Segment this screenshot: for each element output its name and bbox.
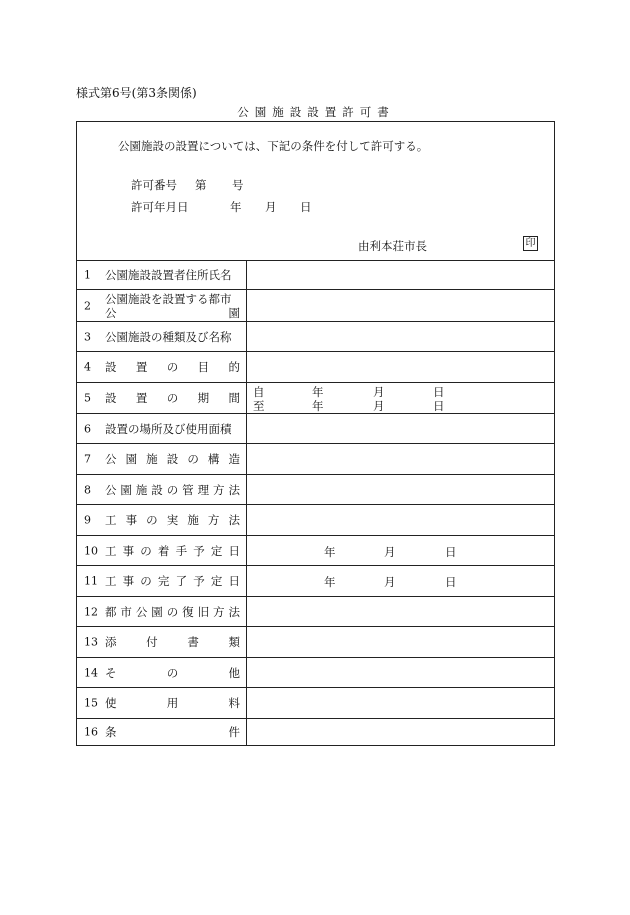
row-number: 3 <box>84 330 91 343</box>
row-number: 1 <box>84 268 91 281</box>
construction-method-field[interactable] <box>247 505 554 535</box>
table-row <box>77 719 554 745</box>
row-label-cell <box>77 597 247 626</box>
row-label: 条件 <box>105 725 240 739</box>
row-label-cell <box>77 566 247 596</box>
row-number: 11 <box>84 574 98 588</box>
table-row <box>77 322 554 352</box>
row-label-cell <box>77 260 247 289</box>
table-row <box>77 444 554 475</box>
row-number: 10 <box>84 544 98 557</box>
permit-statement: 公園施設の設置については、下記の条件を付して許可する。 <box>118 139 429 153</box>
row-label: 設置の場所及び使用面積 <box>105 421 232 436</box>
purpose-field[interactable] <box>247 352 554 382</box>
table-row <box>77 627 554 658</box>
row-label-line2: 公園 <box>105 305 240 320</box>
permit-number-label: 許可番号 <box>131 178 177 192</box>
period-from-month: 月 <box>373 385 385 399</box>
permit-form <box>76 121 555 746</box>
row-number: 15 <box>84 696 98 710</box>
park-name-field[interactable] <box>247 290 554 321</box>
permit-date-label: 許可年月日 <box>131 200 189 214</box>
conditions-field[interactable] <box>247 719 554 745</box>
completion-day: 日 <box>445 575 457 589</box>
row-number: 8 <box>84 483 91 496</box>
table-row <box>77 597 554 627</box>
row-label-cell <box>77 505 247 535</box>
row-label-cell <box>77 414 247 443</box>
row-label-cell <box>77 658 247 687</box>
period-from: 自 <box>253 385 265 399</box>
row-label-cell <box>77 627 247 657</box>
restoration-method-field[interactable] <box>247 597 554 626</box>
row-label: 都市公園の復旧方法 <box>105 604 240 619</box>
permit-date-day: 日 <box>300 200 312 214</box>
row-label-cell <box>77 322 247 351</box>
completion-date-field[interactable] <box>247 566 554 596</box>
row-label-cell <box>77 352 247 382</box>
row-label: 設置の目的 <box>105 360 240 374</box>
row-label: 公園施設設置者住所氏名 <box>105 267 232 282</box>
completion-month: 月 <box>384 575 396 589</box>
installation-period-field[interactable] <box>247 383 554 413</box>
other-field[interactable] <box>247 658 554 687</box>
row-number: 16 <box>84 725 98 739</box>
row-number: 5 <box>84 391 91 405</box>
period-to-year: 年 <box>312 399 324 413</box>
row-label: 工事の完了予定日 <box>105 574 240 588</box>
row-label: 設置の期間 <box>105 391 240 405</box>
period-from-year: 年 <box>312 385 324 399</box>
issuer-name: 由利本荘市長 <box>358 239 427 253</box>
row-label-cell <box>77 475 247 504</box>
table-row <box>77 536 554 566</box>
row-number: 2 <box>84 299 91 312</box>
completion-year: 年 <box>324 575 336 589</box>
permit-number-go: 号 <box>232 178 244 192</box>
row-label-cell <box>77 719 247 745</box>
period-to-month: 月 <box>373 399 385 413</box>
location-area-field[interactable] <box>247 414 554 443</box>
start-year: 年 <box>324 545 336 559</box>
period-to: 至 <box>253 399 265 413</box>
row-number: 14 <box>84 666 98 679</box>
row-number: 6 <box>84 422 91 435</box>
permit-date-month: 月 <box>265 200 277 214</box>
row-label-cell <box>77 536 247 565</box>
table-row <box>77 688 554 719</box>
row-label: 公園施設の管理方法 <box>105 482 240 497</box>
table-row <box>77 260 554 290</box>
row-label: 公園施設の構造 <box>105 452 240 466</box>
structure-field[interactable] <box>247 444 554 474</box>
row-label: その他 <box>105 665 240 680</box>
table-row <box>77 290 554 322</box>
row-label: 工事の着手予定日 <box>105 543 240 558</box>
period-to-day: 日 <box>433 399 445 413</box>
table-row <box>77 566 554 597</box>
row-label: 工事の実施方法 <box>105 513 240 527</box>
start-month: 月 <box>384 545 396 559</box>
start-day: 日 <box>445 545 457 559</box>
applicant-address-name-field[interactable] <box>247 260 554 289</box>
document-title: 公園施設設置許可書 <box>237 105 395 119</box>
table-row <box>77 352 554 383</box>
permit-number-dai: 第 <box>195 178 207 192</box>
row-label-cell <box>77 290 247 321</box>
table-row <box>77 383 554 414</box>
row-number: 12 <box>84 605 98 618</box>
row-label: 公園施設の種類及び名称 <box>105 329 232 344</box>
usage-fee-field[interactable] <box>247 688 554 718</box>
table-row <box>77 414 554 444</box>
period-from-day: 日 <box>433 385 445 399</box>
row-number: 4 <box>84 360 91 374</box>
management-method-field[interactable] <box>247 475 554 504</box>
permit-header <box>77 122 554 261</box>
table-row <box>77 475 554 505</box>
row-number: 9 <box>84 513 91 527</box>
row-label-line1: 公園施設を設置する都市 <box>105 291 232 306</box>
row-label <box>105 292 240 320</box>
table-row <box>77 505 554 536</box>
row-label-cell <box>77 444 247 474</box>
table-row <box>77 658 554 688</box>
permit-date-year: 年 <box>230 200 242 214</box>
row-number: 13 <box>84 635 98 649</box>
row-label-cell <box>77 383 247 413</box>
row-label-cell <box>77 688 247 718</box>
facility-type-field[interactable] <box>247 322 554 351</box>
seal-stamp-box: 印 <box>523 236 538 251</box>
row-label: 使用料 <box>105 696 240 710</box>
row-label: 添付書類 <box>105 635 240 649</box>
start-date-field[interactable] <box>247 536 554 565</box>
attachments-field[interactable] <box>247 627 554 657</box>
row-number: 7 <box>84 452 91 466</box>
form-number: 様式第6号(第3条関係) <box>76 86 197 100</box>
